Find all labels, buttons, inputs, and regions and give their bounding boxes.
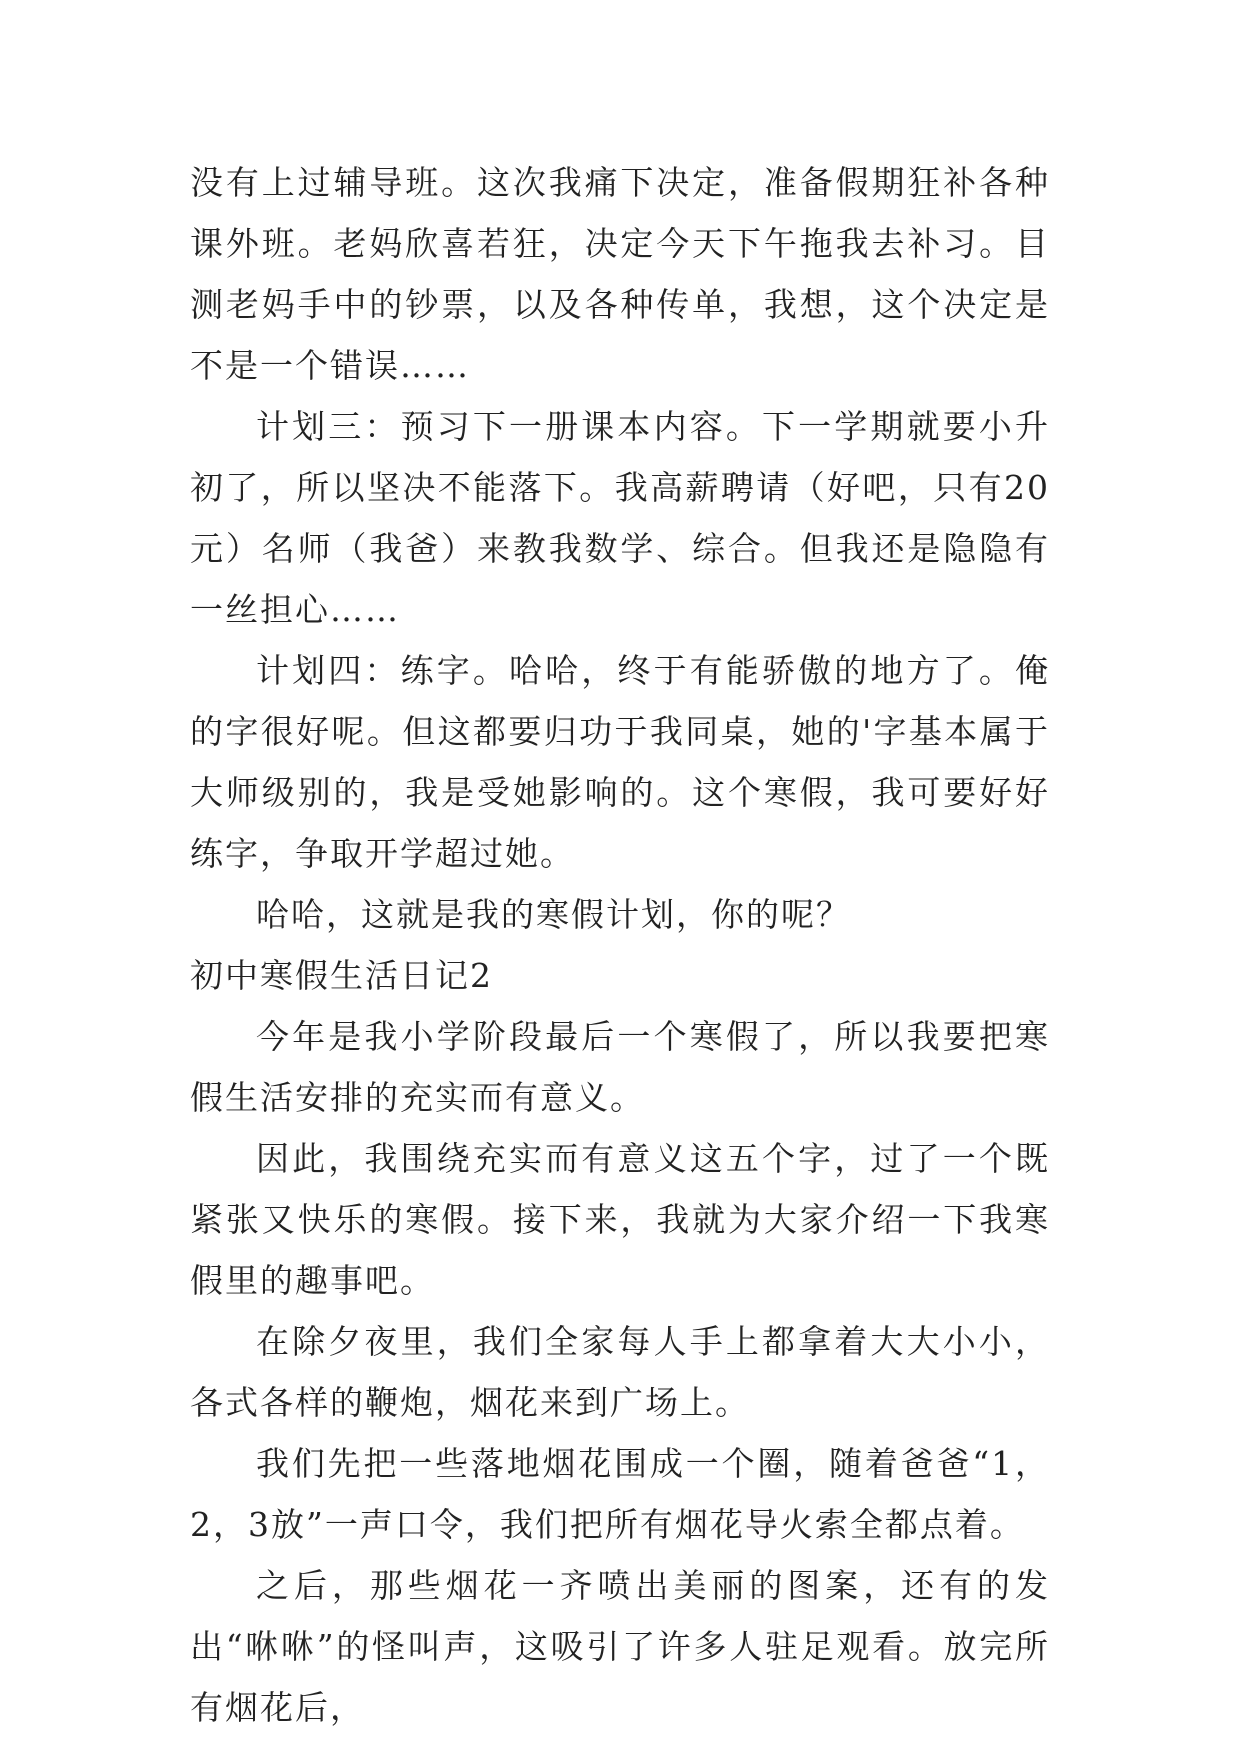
section-heading: 初中寒假生活日记2 xyxy=(190,956,493,995)
paragraph-plan-three: 计划三：预习下一册课本内容。下一学期就要小升初了，所以坚决不能落下。我高薪聘请（好吧，只有20元）名师（我爸）来教我数学、综合。但我还是隐隐有一丝担心…… xyxy=(190,407,1050,629)
document-body xyxy=(190,152,1050,1738)
paragraph-new-years-eve: 在除夕夜里，我们全家每人手上都拿着大大小小，各式各样的鞭炮，烟花来到广场上。 xyxy=(190,1322,1050,1422)
paragraph-intro: 今年是我小学阶段最后一个寒假了，所以我要把寒假生活安排的充实而有意义。 xyxy=(190,1017,1050,1117)
paragraph-continued: 没有上过辅导班。这次我痛下决定，准备假期狂补各种课外班。老妈欣喜若狂，决定今天下午拖我去补习。目测老妈手中的钞票，以及各种传单，我想，这个决定是不是一个错误…… xyxy=(190,163,1050,385)
paragraph-closing: 哈哈，这就是我的寒假计划，你的呢？ xyxy=(256,895,851,934)
paragraph-fireworks-circle: 我们先把一些落地烟花围成一个圈，随着爸爸“1，2，3放”一声口令，我们把所有烟花导火索全都点着。 xyxy=(190,1444,1050,1544)
paragraph-fireworks-show: 之后，那些烟花一齐喷出美丽的图案，还有的发出“咻咻”的怪叫声，这吸引了许多人驻足观看。放完所有烟花后， xyxy=(190,1566,1050,1727)
paragraph-therefore: 因此，我围绕充实而有意义这五个字，过了一个既紧张又快乐的寒假。接下来，我就为大家介绍一下我寒假里的趣事吧。 xyxy=(190,1139,1050,1300)
paragraph-plan-four: 计划四：练字。哈哈，终于有能骄傲的地方了。俺的字很好呢。但这都要归功于我同桌，她的'字基本属于大师级别的，我是受她影响的。这个寒假，我可要好好练字，争取开学超过她。 xyxy=(190,651,1050,873)
